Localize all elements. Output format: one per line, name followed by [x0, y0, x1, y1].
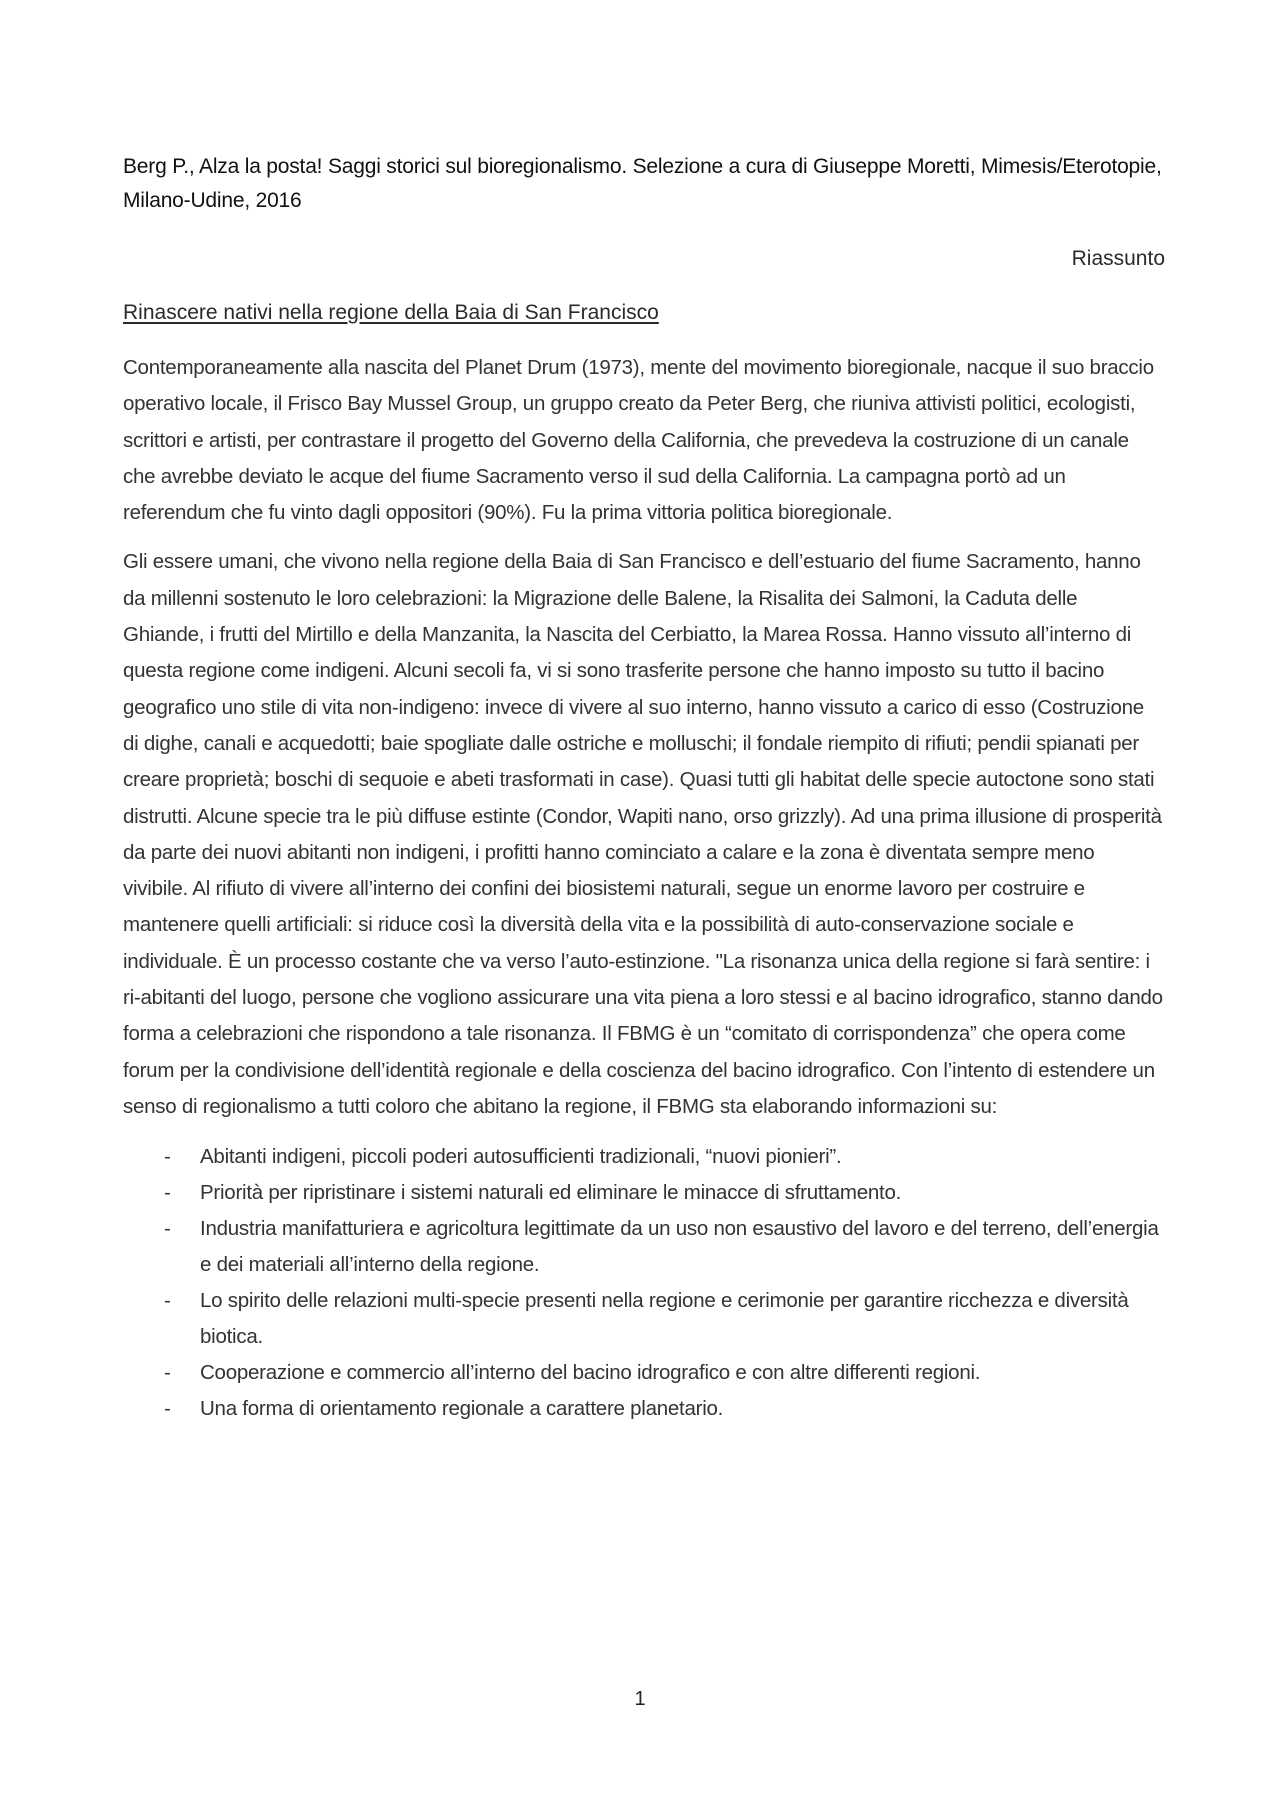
bullet-list — [123, 1139, 1163, 1427]
bullet-dash: - — [164, 1181, 171, 1205]
bullet-dash: - — [164, 1397, 171, 1421]
document-body — [123, 350, 1163, 1427]
citation: Berg P., Alza la posta! Saggi storici sul bioregionalismo. Selezione a cura di Giuseppe Moretti, Mimesis/Eterotopie, Milano-Udine, 2016 — [123, 155, 1162, 212]
bullet-dash: - — [164, 1361, 171, 1385]
list-item — [123, 1139, 1163, 1175]
paragraph: Contemporaneamente alla nascita del Planet Drum (1973), mente del movimento bioregionale, nacque il suo braccio operativo locale, il Frisco Bay Mussel Group, un gruppo creato da Peter Berg, che riuniva attivisti politici, ecologisti, scrittori e artisti, per contrastare il progetto del Governo della California, che prevedeva la costruzione di un canale che avrebbe deviato le acque del fiume Sacramento verso il sud della California. La campagna portò ad un referendum che fu vinto dagli oppositori (90%). Fu la prima vittoria politica bioregionale. — [123, 356, 1154, 525]
bullet-dash: - — [164, 1145, 171, 1169]
document-label: Riassunto — [1071, 247, 1165, 270]
list-item-text: Cooperazione e commercio all’interno del bacino idrografico e con altre differenti regioni. — [200, 1361, 981, 1385]
list-item — [123, 1175, 1163, 1211]
list-item-text: Industria manifatturiera e agricoltura legittimate da un uso non esaustivo del lavoro e del terreno, dell’energia e dei materiali all’interno della regione. — [200, 1217, 1159, 1277]
list-item — [123, 1355, 1163, 1391]
bullet-dash: - — [164, 1289, 171, 1313]
list-item-text: Abitanti indigeni, piccoli poderi autosufficienti tradizionali, “nuovi pionieri”. — [200, 1145, 842, 1169]
list-item-text: Una forma di orientamento regionale a carattere planetario. — [200, 1397, 724, 1421]
paragraph: Gli essere umani, che vivono nella regione della Baia di San Francisco e dell’estuario del fiume Sacramento, hanno da millenni sostenuto le loro celebrazioni: la Migrazione delle Balene, la Risalita dei Salmoni, la Caduta delle Ghiande, i frutti del Mirtillo e della Manzanita, la Nascita del Cerbiatto, la Marea Rossa. Hanno vissuto all’interno di questa regione come indigeni. Alcuni secoli fa, vi si sono trasferite persone che hanno imposto su tutto il bacino geografico uno stile di vita non-indigeno: invece di vivere al suo interno, hanno vissuto a carico di esso (Costruzione di dighe, canali e acquedotti; baie spogliate dalle ostriche e molluschi; il fondale riempito di rifiuti; pendii spianati per creare proprietà; boschi di sequoie e abeti trasformati in case). Quasi tutti gli habitat delle specie autoctone sono stati distrutti. Alcune specie tra le più diffuse estinte (Condor, Wapiti nano, orso grizzly). Ad una prima illusione di prosperità da parte dei nuovi abitanti non indigeni, i profitti hanno cominciato a calare e la zona è diventata sempre meno vivibile. Al rifiuto di vivere all’interno dei confini dei biosistemi naturali, segue un enorme lavoro per costruire e mantenere quelli artificiali: si riduce così la diversità della vita e la possibilità di auto-conservazione sociale e individuale. È un processo costante che va verso l’auto-estinzione. "La risonanza unica della regione si farà sentire: i ri-abitanti del luogo, persone che vogliono assicurare una vita piena a loro stessi e al bacino idrografico, stanno dando forma a celebrazioni che rispondono a tale risonanza. Il FBMG è un “comitato di corrispondenza” che opera come forum per la condivisione dell’identità regionale e della coscienza del bacino idrografico. Con l’intento di estendere un senso di regionalismo a tutti coloro che abitano la regione, il FBMG sta elaborando informazioni su: — [123, 550, 1163, 1118]
list-item-text: Lo spirito delle relazioni multi-specie presenti nella regione e cerimonie per garantire ricchezza e diversità biotica. — [200, 1289, 1129, 1349]
list-item — [123, 1283, 1163, 1355]
page-number: 1 — [634, 1688, 646, 1710]
section-title: Rinascere nativi nella regione della Baia di San Francisco — [123, 301, 659, 324]
list-item-text: Priorità per ripristinare i sistemi naturali ed eliminare le minacce di sfruttamento. — [200, 1181, 902, 1205]
list-item — [123, 1391, 1163, 1427]
list-item — [123, 1211, 1163, 1283]
bullet-dash: - — [164, 1217, 171, 1241]
